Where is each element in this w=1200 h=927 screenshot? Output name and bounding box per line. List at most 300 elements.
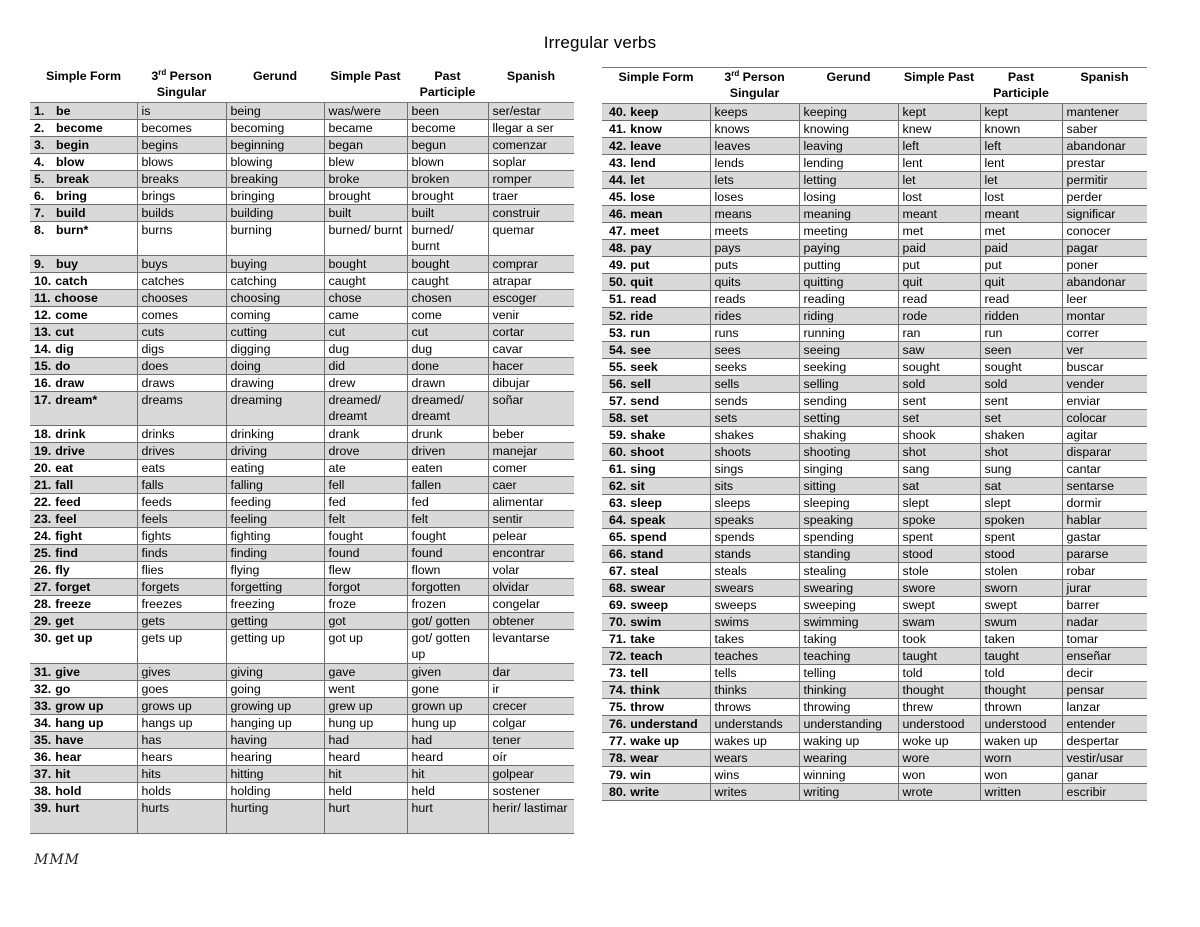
table-row bbox=[602, 546, 1147, 563]
simple-past-cell: fought bbox=[324, 528, 407, 545]
simple-form-cell bbox=[30, 154, 137, 171]
third-person-cell: dreams bbox=[137, 392, 226, 426]
verb-number: 68. bbox=[609, 581, 627, 595]
verb-simple-form: pay bbox=[630, 241, 652, 255]
spanish-cell: hablar bbox=[1062, 512, 1147, 529]
simple-past-cell: slept bbox=[898, 495, 980, 512]
simple-form-cell bbox=[30, 766, 137, 783]
verb-simple-form: wear bbox=[630, 751, 659, 765]
third-person-cell: sees bbox=[710, 342, 799, 359]
gerund-cell: driving bbox=[226, 443, 324, 460]
third-person-cell: meets bbox=[710, 223, 799, 240]
spanish-cell: congelar bbox=[488, 596, 574, 613]
verb-simple-form: lose bbox=[630, 190, 656, 204]
verb-simple-form: fight bbox=[55, 529, 83, 543]
simple-form-cell bbox=[30, 443, 137, 460]
simple-past-cell: brought bbox=[324, 188, 407, 205]
third-person-cell: lends bbox=[710, 155, 799, 172]
simple-past-cell: ran bbox=[898, 325, 980, 342]
past-participle-cell: ridden bbox=[980, 308, 1062, 325]
third-person-cell: feels bbox=[137, 511, 226, 528]
past-participle-cell: dreamed/ dreamt bbox=[407, 392, 488, 426]
verb-number: 20. bbox=[34, 461, 52, 475]
verb-simple-form: sing bbox=[630, 462, 656, 476]
simple-past-cell: sat bbox=[898, 478, 980, 495]
verb-simple-form: teach bbox=[630, 649, 663, 663]
table-row bbox=[602, 750, 1147, 767]
table-row bbox=[602, 784, 1147, 801]
third-person-cell: steals bbox=[710, 563, 799, 580]
simple-form-cell bbox=[30, 188, 137, 205]
verb-number: 4. bbox=[34, 155, 45, 169]
simple-past-cell: became bbox=[324, 120, 407, 137]
past-participle-cell: put bbox=[980, 257, 1062, 274]
spanish-cell: prestar bbox=[1062, 155, 1147, 172]
verb-simple-form: speak bbox=[630, 513, 666, 527]
spanish-cell: traer bbox=[488, 188, 574, 205]
simple-past-cell: fell bbox=[324, 477, 407, 494]
simple-past-cell: drew bbox=[324, 375, 407, 392]
third-person-cell: loses bbox=[710, 189, 799, 206]
third-person-cell: throws bbox=[710, 699, 799, 716]
simple-past-cell: got up bbox=[324, 630, 407, 664]
past-participle-cell: blown bbox=[407, 154, 488, 171]
past-participle-cell: cut bbox=[407, 324, 488, 341]
gerund-cell: choosing bbox=[226, 290, 324, 307]
spanish-cell: oír bbox=[488, 749, 574, 766]
past-participle-cell: felt bbox=[407, 511, 488, 528]
verb-simple-form: have bbox=[55, 733, 84, 747]
table-row bbox=[30, 732, 574, 749]
verb-number: 63. bbox=[609, 496, 627, 510]
gerund-cell: becoming bbox=[226, 120, 324, 137]
verb-number: 53. bbox=[609, 326, 627, 340]
simple-form-cell bbox=[602, 121, 710, 138]
gerund-cell: swearing bbox=[799, 580, 898, 597]
verb-number: 43. bbox=[609, 156, 627, 170]
table-row bbox=[602, 682, 1147, 699]
simple-past-cell: swore bbox=[898, 580, 980, 597]
spanish-cell: lanzar bbox=[1062, 699, 1147, 716]
third-person-cell: wakes up bbox=[710, 733, 799, 750]
table-row bbox=[30, 205, 574, 222]
gerund-cell: getting up bbox=[226, 630, 324, 664]
verb-simple-form: build bbox=[56, 206, 86, 220]
gerund-cell: fighting bbox=[226, 528, 324, 545]
table-row bbox=[30, 375, 574, 392]
past-participle-cell: sold bbox=[980, 376, 1062, 393]
verb-number: 42. bbox=[609, 139, 627, 153]
simple-past-cell: flew bbox=[324, 562, 407, 579]
gerund-cell: meeting bbox=[799, 223, 898, 240]
spanish-cell: romper bbox=[488, 171, 574, 188]
past-participle-cell: come bbox=[407, 307, 488, 324]
third-person-cell: reads bbox=[710, 291, 799, 308]
past-participle-cell: hung up bbox=[407, 715, 488, 732]
simple-past-cell: sang bbox=[898, 461, 980, 478]
simple-form-cell bbox=[30, 324, 137, 341]
verb-number: 16. bbox=[34, 376, 52, 390]
gerund-cell: buying bbox=[226, 256, 324, 273]
table-row bbox=[30, 137, 574, 154]
third-person-cell: chooses bbox=[137, 290, 226, 307]
simple-form-cell bbox=[602, 308, 710, 325]
verb-number: 61. bbox=[609, 462, 627, 476]
past-participle-cell: built bbox=[407, 205, 488, 222]
simple-form-cell bbox=[602, 393, 710, 410]
verb-simple-form: cut bbox=[55, 325, 74, 339]
past-participle-cell: known bbox=[980, 121, 1062, 138]
verb-simple-form: hear bbox=[55, 750, 82, 764]
verb-simple-form: hit bbox=[55, 767, 71, 781]
simple-form-cell bbox=[30, 460, 137, 477]
past-participle-cell: taught bbox=[980, 648, 1062, 665]
table-row bbox=[30, 171, 574, 188]
header-third-person: 3rd Person Singular bbox=[710, 68, 799, 104]
verb-number: 74. bbox=[609, 683, 627, 697]
simple-form-cell bbox=[30, 800, 137, 834]
verb-simple-form: burn* bbox=[56, 223, 89, 237]
verb-number: 45. bbox=[609, 190, 627, 204]
spanish-cell: colocar bbox=[1062, 410, 1147, 427]
verb-simple-form: drink bbox=[55, 427, 86, 441]
simple-past-cell: blew bbox=[324, 154, 407, 171]
verb-simple-form: shake bbox=[630, 428, 666, 442]
third-person-cell: begins bbox=[137, 137, 226, 154]
simple-past-cell: won bbox=[898, 767, 980, 784]
simple-form-cell bbox=[30, 613, 137, 630]
verb-number: 60. bbox=[609, 445, 627, 459]
simple-past-cell: chose bbox=[324, 290, 407, 307]
spanish-cell: caer bbox=[488, 477, 574, 494]
spanish-cell: soñar bbox=[488, 392, 574, 426]
table-row bbox=[30, 358, 574, 375]
verb-number: 25. bbox=[34, 546, 52, 560]
third-person-cell: catches bbox=[137, 273, 226, 290]
table-row bbox=[602, 376, 1147, 393]
verb-number: 18. bbox=[34, 427, 52, 441]
table-row bbox=[602, 223, 1147, 240]
table-row bbox=[30, 562, 574, 579]
verb-number: 24. bbox=[34, 529, 52, 543]
table-row bbox=[30, 766, 574, 783]
gerund-cell: forgetting bbox=[226, 579, 324, 596]
simple-form-cell bbox=[30, 392, 137, 426]
verb-number: 33. bbox=[34, 699, 52, 713]
spanish-cell: escoger bbox=[488, 290, 574, 307]
verb-simple-form: feed bbox=[55, 495, 81, 509]
third-person-cell: drinks bbox=[137, 426, 226, 443]
gerund-cell: bringing bbox=[226, 188, 324, 205]
header-spanish: Spanish bbox=[488, 67, 574, 103]
simple-form-cell bbox=[602, 427, 710, 444]
gerund-cell: seeking bbox=[799, 359, 898, 376]
simple-form-cell bbox=[30, 664, 137, 681]
verb-simple-form: see bbox=[630, 343, 651, 357]
past-participle-cell: driven bbox=[407, 443, 488, 460]
past-participle-cell: understood bbox=[980, 716, 1062, 733]
third-person-cell: gives bbox=[137, 664, 226, 681]
table-row bbox=[602, 597, 1147, 614]
verb-simple-form: eat bbox=[55, 461, 74, 475]
verb-simple-form: drive bbox=[55, 444, 85, 458]
spanish-cell: venir bbox=[488, 307, 574, 324]
verb-number: 46. bbox=[609, 207, 627, 221]
gerund-cell: drinking bbox=[226, 426, 324, 443]
past-participle-cell: got/ gotten bbox=[407, 613, 488, 630]
third-person-cell: drives bbox=[137, 443, 226, 460]
spanish-cell: vender bbox=[1062, 376, 1147, 393]
past-participle-cell: stood bbox=[980, 546, 1062, 563]
simple-past-cell: left bbox=[898, 138, 980, 155]
spanish-cell: jurar bbox=[1062, 580, 1147, 597]
simple-form-cell bbox=[30, 273, 137, 290]
third-person-cell: feeds bbox=[137, 494, 226, 511]
table-row bbox=[30, 324, 574, 341]
gerund-cell: letting bbox=[799, 172, 898, 189]
table-row bbox=[30, 443, 574, 460]
gerund-cell: lending bbox=[799, 155, 898, 172]
table-row bbox=[602, 716, 1147, 733]
simple-form-cell bbox=[30, 494, 137, 511]
simple-past-cell: stole bbox=[898, 563, 980, 580]
third-person-cell: hits bbox=[137, 766, 226, 783]
spanish-cell: gastar bbox=[1062, 529, 1147, 546]
verb-number: 54. bbox=[609, 343, 627, 357]
simple-past-cell: drove bbox=[324, 443, 407, 460]
simple-form-cell bbox=[602, 614, 710, 631]
spanish-cell: vestir/usar bbox=[1062, 750, 1147, 767]
verb-number: 28. bbox=[34, 597, 52, 611]
past-participle-cell: sworn bbox=[980, 580, 1062, 597]
third-person-cell: keeps bbox=[710, 104, 799, 121]
gerund-cell: selling bbox=[799, 376, 898, 393]
spanish-cell: dibujar bbox=[488, 375, 574, 392]
spanish-cell: soplar bbox=[488, 154, 574, 171]
third-person-cell: rides bbox=[710, 308, 799, 325]
table-row bbox=[30, 494, 574, 511]
header-simple-past: Simple Past bbox=[324, 67, 407, 103]
simple-form-cell bbox=[30, 698, 137, 715]
simple-past-cell: cut bbox=[324, 324, 407, 341]
simple-past-cell: saw bbox=[898, 342, 980, 359]
simple-form-cell bbox=[602, 240, 710, 257]
verb-number: 49. bbox=[609, 258, 627, 272]
spanish-cell: cortar bbox=[488, 324, 574, 341]
spanish-cell: sostener bbox=[488, 783, 574, 800]
verb-table-left bbox=[30, 67, 574, 834]
spanish-cell: dar bbox=[488, 664, 574, 681]
spanish-cell: obtener bbox=[488, 613, 574, 630]
header-past-participle: Past Participle bbox=[407, 67, 488, 103]
third-person-cell: gets up bbox=[137, 630, 226, 664]
simple-past-cell: sent bbox=[898, 393, 980, 410]
gerund-cell: speaking bbox=[799, 512, 898, 529]
verb-number: 73. bbox=[609, 666, 627, 680]
simple-past-cell: quit bbox=[898, 274, 980, 291]
gerund-cell: paying bbox=[799, 240, 898, 257]
simple-form-cell bbox=[30, 528, 137, 545]
simple-form-cell bbox=[602, 767, 710, 784]
past-participle-cell: gone bbox=[407, 681, 488, 698]
past-participle-cell: found bbox=[407, 545, 488, 562]
table-row bbox=[602, 155, 1147, 172]
spanish-cell: ganar bbox=[1062, 767, 1147, 784]
spanish-cell: sentir bbox=[488, 511, 574, 528]
spanish-cell: nadar bbox=[1062, 614, 1147, 631]
table-row bbox=[602, 665, 1147, 682]
spanish-cell: quemar bbox=[488, 222, 574, 256]
verb-number: 71. bbox=[609, 632, 627, 646]
verb-number: 14. bbox=[34, 342, 52, 356]
table-row bbox=[602, 104, 1147, 121]
past-participle-cell: drawn bbox=[407, 375, 488, 392]
verb-simple-form: catch bbox=[55, 274, 88, 288]
past-participle-cell: seen bbox=[980, 342, 1062, 359]
simple-form-cell bbox=[30, 511, 137, 528]
verb-number: 22. bbox=[34, 495, 52, 509]
verb-simple-form: tell bbox=[630, 666, 649, 680]
verb-number: 72. bbox=[609, 649, 627, 663]
spanish-cell: golpear bbox=[488, 766, 574, 783]
third-person-cell: does bbox=[137, 358, 226, 375]
verb-simple-form: hurt bbox=[55, 801, 80, 815]
simple-past-cell: forgot bbox=[324, 579, 407, 596]
third-person-cell: sleeps bbox=[710, 495, 799, 512]
spanish-cell: significar bbox=[1062, 206, 1147, 223]
spanish-cell: poner bbox=[1062, 257, 1147, 274]
third-person-cell: understands bbox=[710, 716, 799, 733]
simple-form-cell bbox=[30, 426, 137, 443]
gerund-cell: freezing bbox=[226, 596, 324, 613]
verb-number: 34. bbox=[34, 716, 52, 730]
spanish-cell: leer bbox=[1062, 291, 1147, 308]
past-participle-cell: swept bbox=[980, 597, 1062, 614]
spanish-cell: hacer bbox=[488, 358, 574, 375]
third-person-cell: sits bbox=[710, 478, 799, 495]
past-participle-cell: flown bbox=[407, 562, 488, 579]
third-person-cell: freezes bbox=[137, 596, 226, 613]
third-person-cell: thinks bbox=[710, 682, 799, 699]
third-person-cell: leaves bbox=[710, 138, 799, 155]
simple-form-cell bbox=[602, 274, 710, 291]
simple-form-cell bbox=[30, 341, 137, 358]
verb-number: 80. bbox=[609, 785, 627, 799]
spanish-cell: levantarse bbox=[488, 630, 574, 664]
page-title: Irregular verbs bbox=[543, 33, 657, 52]
past-participle-cell: frozen bbox=[407, 596, 488, 613]
header-spanish: Spanish bbox=[1062, 68, 1147, 104]
verb-simple-form: break bbox=[56, 172, 90, 186]
third-person-cell: sells bbox=[710, 376, 799, 393]
gerund-cell: meaning bbox=[799, 206, 898, 223]
verb-number: 67. bbox=[609, 564, 627, 578]
table-row bbox=[30, 120, 574, 137]
simple-past-cell: lost bbox=[898, 189, 980, 206]
simple-form-cell bbox=[602, 597, 710, 614]
table-row bbox=[602, 291, 1147, 308]
table-row bbox=[30, 341, 574, 358]
spanish-cell: construir bbox=[488, 205, 574, 222]
gerund-cell: seeing bbox=[799, 342, 898, 359]
verb-simple-form: find bbox=[55, 546, 78, 560]
verb-simple-form: think bbox=[630, 683, 660, 697]
simple-form-cell bbox=[602, 342, 710, 359]
simple-past-cell: swept bbox=[898, 597, 980, 614]
signature: MMM bbox=[34, 852, 81, 868]
verb-simple-form: set bbox=[630, 411, 649, 425]
third-person-cell: is bbox=[137, 103, 226, 120]
third-person-cell: blows bbox=[137, 154, 226, 171]
simple-past-cell: dreamed/ dreamt bbox=[324, 392, 407, 426]
table-row bbox=[602, 648, 1147, 665]
past-participle-cell: let bbox=[980, 172, 1062, 189]
verb-simple-form: throw bbox=[630, 700, 664, 714]
simple-form-cell bbox=[30, 307, 137, 324]
past-participle-cell: begun bbox=[407, 137, 488, 154]
table-row bbox=[30, 681, 574, 698]
past-participle-cell: fed bbox=[407, 494, 488, 511]
spanish-cell: pagar bbox=[1062, 240, 1147, 257]
verb-simple-form: freeze bbox=[55, 597, 92, 611]
table-row bbox=[602, 121, 1147, 138]
past-participle-cell: written bbox=[980, 784, 1062, 801]
simple-past-cell: taught bbox=[898, 648, 980, 665]
verb-simple-form: draw bbox=[55, 376, 85, 390]
table-row bbox=[30, 613, 574, 630]
simple-past-cell: froze bbox=[324, 596, 407, 613]
simple-form-cell bbox=[602, 104, 710, 121]
verb-simple-form: seek bbox=[630, 360, 658, 374]
gerund-cell: leaving bbox=[799, 138, 898, 155]
simple-past-cell: began bbox=[324, 137, 407, 154]
verb-simple-form: win bbox=[630, 768, 651, 782]
past-participle-cell: met bbox=[980, 223, 1062, 240]
gerund-cell: singing bbox=[799, 461, 898, 478]
verb-number: 59. bbox=[609, 428, 627, 442]
verb-number: 38. bbox=[34, 784, 52, 798]
third-person-cell: writes bbox=[710, 784, 799, 801]
simple-past-cell: sold bbox=[898, 376, 980, 393]
spanish-cell: ver bbox=[1062, 342, 1147, 359]
verb-number: 75. bbox=[609, 700, 627, 714]
simple-past-cell: kept bbox=[898, 104, 980, 121]
simple-past-cell: woke up bbox=[898, 733, 980, 750]
past-participle-cell: become bbox=[407, 120, 488, 137]
verb-simple-form: fall bbox=[55, 478, 74, 492]
table-row bbox=[602, 427, 1147, 444]
past-participle-cell: fought bbox=[407, 528, 488, 545]
header-simple-past: Simple Past bbox=[898, 68, 980, 104]
past-participle-cell: drunk bbox=[407, 426, 488, 443]
past-participle-cell: waken up bbox=[980, 733, 1062, 750]
spanish-cell: enviar bbox=[1062, 393, 1147, 410]
table-row bbox=[30, 579, 574, 596]
verb-number: 13. bbox=[34, 325, 52, 339]
verb-simple-form: forget bbox=[55, 580, 91, 594]
spanish-cell: pelear bbox=[488, 528, 574, 545]
third-person-cell: gets bbox=[137, 613, 226, 630]
verb-simple-form: go bbox=[55, 682, 71, 696]
past-participle-cell: told bbox=[980, 665, 1062, 682]
gerund-cell: riding bbox=[799, 308, 898, 325]
simple-past-cell: broke bbox=[324, 171, 407, 188]
spanish-cell: cavar bbox=[488, 341, 574, 358]
gerund-cell: burning bbox=[226, 222, 324, 256]
simple-past-cell: paid bbox=[898, 240, 980, 257]
table-row bbox=[30, 188, 574, 205]
table-row bbox=[602, 274, 1147, 291]
